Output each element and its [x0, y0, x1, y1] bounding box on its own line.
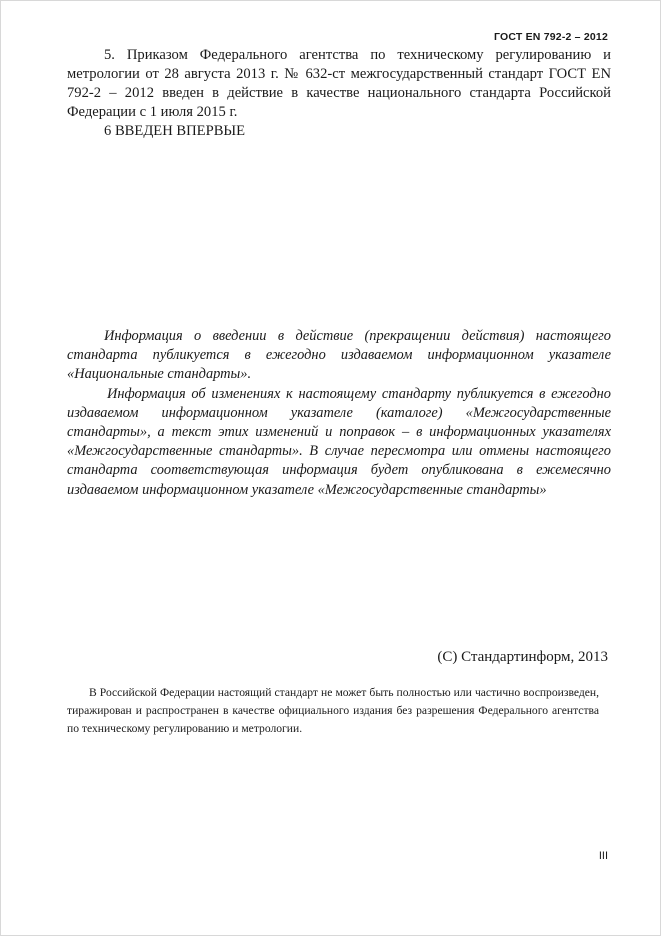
- section-5-number: 5.: [104, 47, 115, 63]
- document-code-header: ГОСТ EN 792-2 – 2012: [493, 31, 608, 43]
- section-5-paragraph: [67, 46, 611, 122]
- info-paragraph-2: Информация об изменениях к настоящему стандарту публикуется в ежегодно издаваемом информационном указателе (каталоге) «Межгосударственные стандарты», а текст этих изменений и поправок – в информационных указателях «Межгосударственные стандарты». В случае пересмотра или отмены настоящего стандарта соответствующая информация будет опубликована в ежемесячно издаваемом информационном указателе «Межгосударственные стандарты»: [67, 385, 611, 498]
- info-paragraph-1: Информация о введении в действие (прекращении действия) настоящего стандарта публикуется в ежегодно издаваемом информационном указателе «Национальные стандарты».: [67, 328, 611, 383]
- section-5-text: Приказом Федерального агентства по техническому регулированию и метрологии от 28 августа 2013 г. № 632-ст межгосударственный стандарт ГОСТ EN 792-2 – 2012 введен в действие в качестве национального стандарта Российской Федерации с 1 июля 2015 г.: [67, 47, 611, 120]
- page-number: III: [598, 850, 608, 862]
- copyright-line: (С) Стандартинформ, 2013: [437, 649, 608, 665]
- reproduction-notice: В Российской Федерации настоящий стандарт не может быть полностью или частично воспроизведен, тиражирован и распространен в качестве официального издания без разрешения Федерального агентства по техническому регулированию и метрологии.: [67, 686, 599, 735]
- publication-info-block: [67, 327, 611, 500]
- section-6-paragraph: 6 ВВЕДЕН ВПЕРВЫЕ: [104, 123, 246, 139]
